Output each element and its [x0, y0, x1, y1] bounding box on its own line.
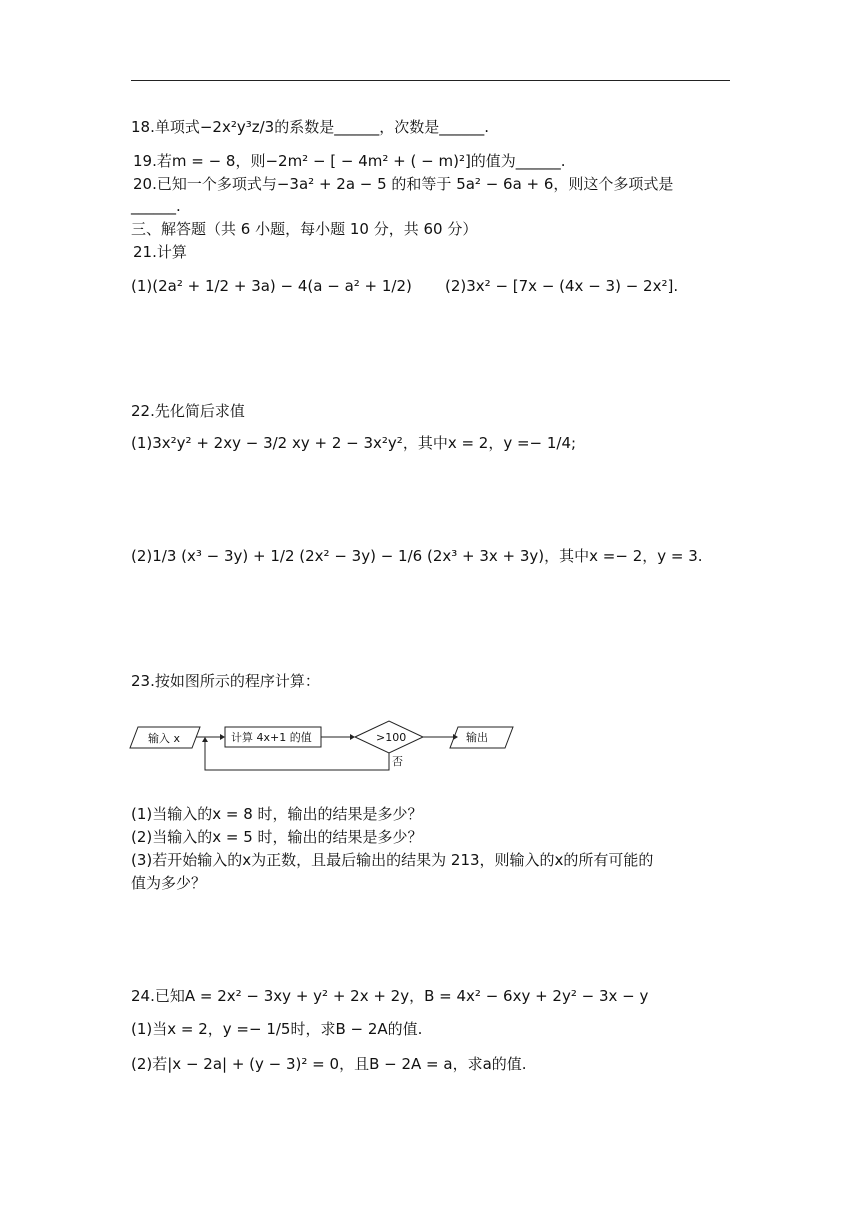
flow-loop-back-arrow: [205, 741, 389, 770]
question-23: 23.按如图所示的程序计算：: [131, 672, 320, 690]
flow-input-label: 输入 x: [148, 732, 181, 745]
question-21-part1: (1)(2a² + 1/2 + 3a) − 4(a − a² + 1/2): [131, 277, 412, 295]
flow-compute-label: 计算 4x+1 的值: [231, 731, 312, 744]
flow-condition-label: >100: [376, 731, 407, 744]
question-21: 21.计算: [133, 243, 187, 261]
question-24: 24.已知A = 2x² − 3xy + y² + 2x + 2y，B = 4x² − 6xy + 2y² − 3x − y: [131, 987, 649, 1005]
question-24-part2: (2)若|x − 2a| + (y − 3)² = 0，且B − 2A = a，求a的值.: [131, 1055, 527, 1073]
flow-no-label: 否: [392, 755, 403, 768]
section-3-heading: 三、解答题（共 6 小题，每小题 10 分，共 60 分）: [131, 220, 478, 238]
header-rule: [131, 80, 730, 81]
question-23-part3-line1: (3)若开始输入的x为正数，且最后输出的结果为 213，则输入的x的所有可能的: [131, 851, 654, 869]
program-flowchart: [128, 717, 528, 777]
question-18: 18.单项式−2x²y³z/3的系数是______，次数是______.: [131, 118, 489, 136]
question-23-part3-line2: 值为多少？: [131, 874, 207, 892]
flow-arrow-1-head: [220, 734, 225, 740]
question-24-part1: (1)当x = 2，y =− 1/5时，求B − 2A的值.: [131, 1020, 423, 1038]
question-22: 22.先化简后求值: [131, 402, 245, 420]
question-19: 19.若m = − 8，则−2m² − [ − 4m² + ( − m)²]的值为______.: [133, 152, 566, 170]
question-21-part2: (2)3x² − [7x − (4x − 3) − 2x²].: [445, 277, 679, 295]
question-23-part1: (1)当输入的x = 8 时，输出的结果是多少？: [131, 805, 423, 823]
question-20-line2: ______.: [131, 197, 181, 215]
question-20-line1: 20.已知一个多项式与−3a² + 2a − 5 的和等于 5a² − 6a + 6，则这个多项式是: [133, 175, 674, 193]
flow-output-label: 输出: [466, 731, 488, 744]
flow-loop-back-arrow-head: [202, 737, 208, 742]
question-22-part2: (2)1/3 (x³ − 3y) + 1/2 (2x² − 3y) − 1/6 (2x³ + 3x + 3y)，其中x =− 2，y = 3.: [131, 547, 703, 565]
question-23-part2: (2)当输入的x = 5 时，输出的结果是多少？: [131, 828, 423, 846]
question-22-part1: (1)3x²y² + 2xy − 3/2 xy + 2 − 3x²y²，其中x = 2，y =− 1/4;: [131, 434, 577, 452]
